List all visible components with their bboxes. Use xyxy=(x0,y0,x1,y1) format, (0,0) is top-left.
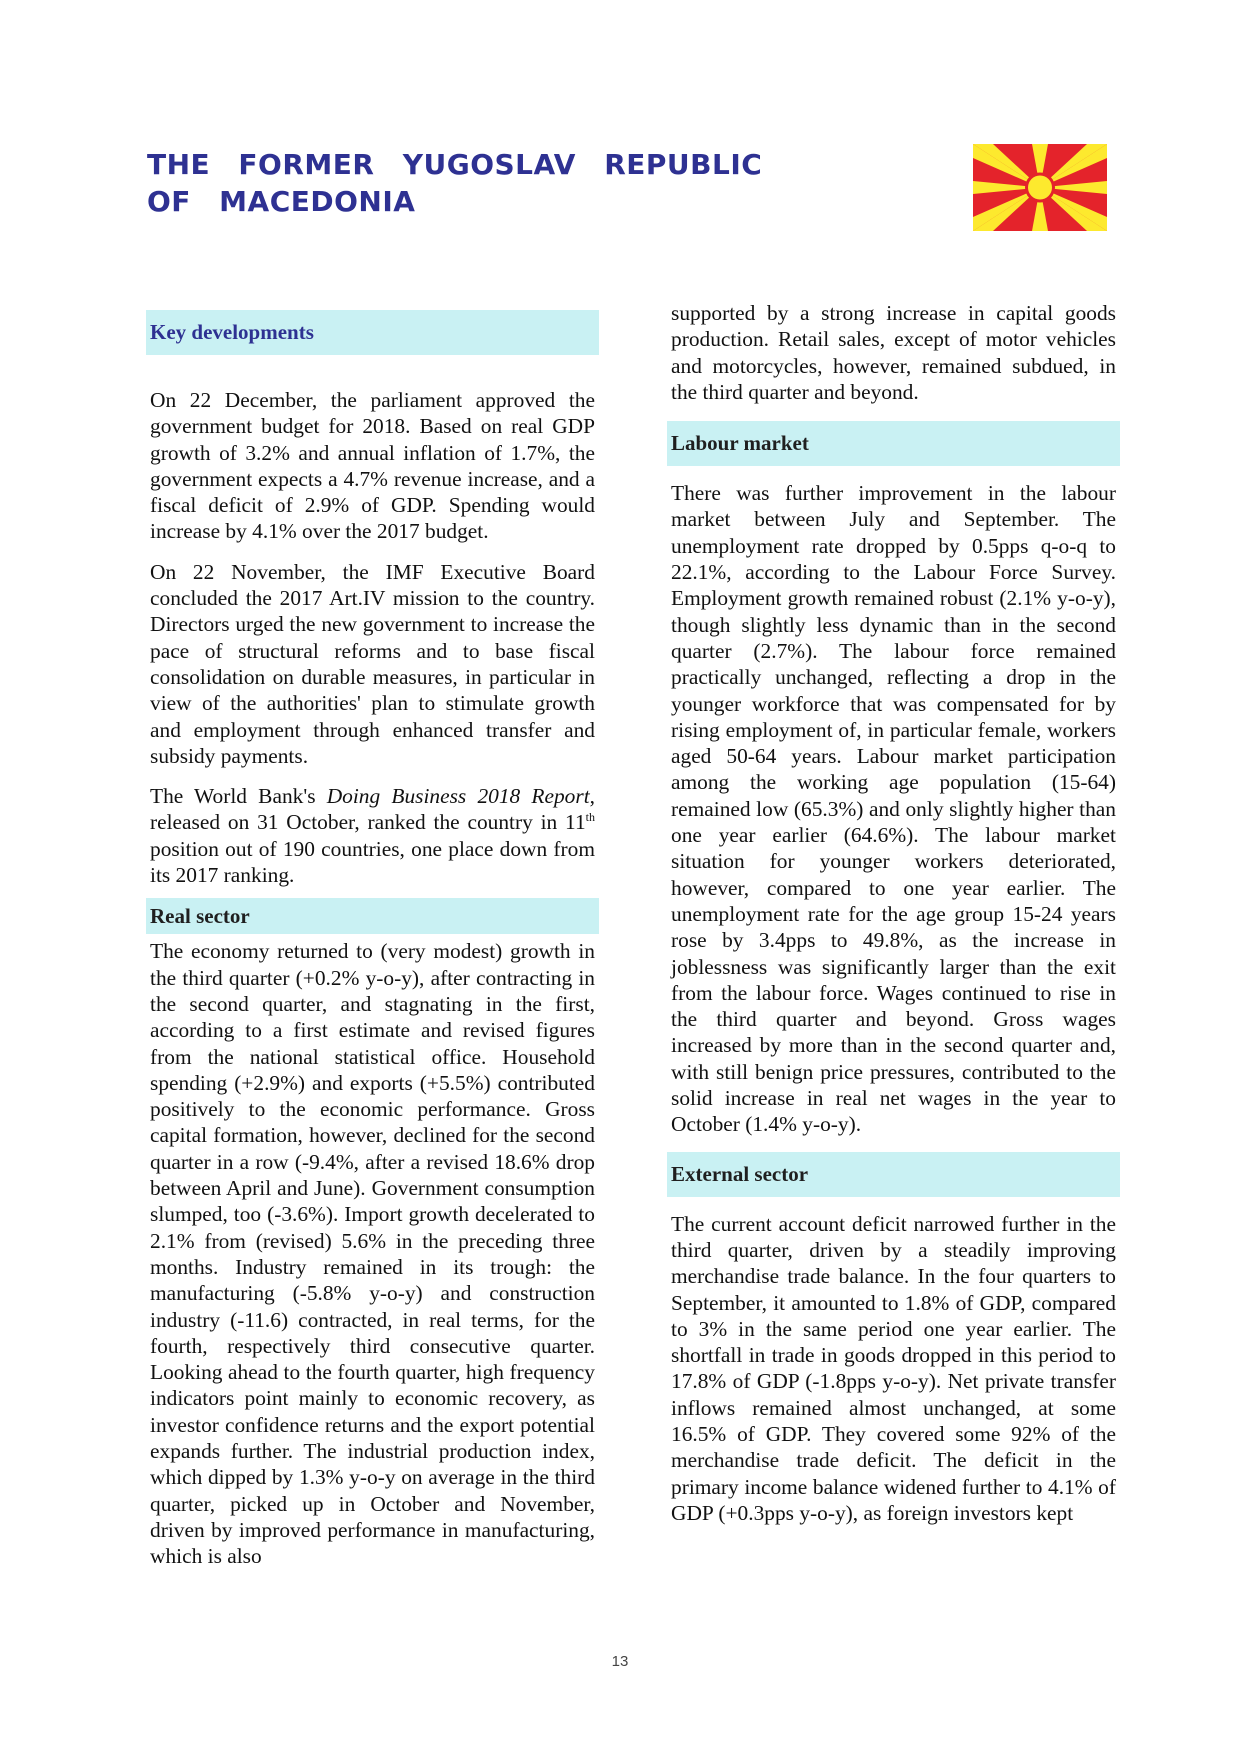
key-developments-paragraph-1: On 22 December, the parliament approved the government budget for 2018. Based on real GDP growth of 3.2% and annual inflation of 1.7%, the government expects a 4.7% revenue increase, and a fiscal deficit of 2.9% of GDP. Spending would increase by 4.1% over the 2017 budget. xyxy=(150,388,595,544)
page-number: 13 xyxy=(611,1653,629,1670)
flag-sun-disc xyxy=(1028,176,1052,200)
title-line-2: OF MACEDONIA xyxy=(147,185,416,218)
external-sector-paragraph: The current account deficit narrowed further in the third quarter, driven by a steadily improving merchandise trade balance. In the four quarters to September, it amounted to 1.8% of GDP, compared to 3% in the same period one year earlier. The shortfall in trade in goods dropped in this period to 17.8% of GDP (-1.8pps y-o-y). Net private transfer inflows remained almost unchanged, at some 16.5% of GDP. They covered some 92% of the merchandise trade deficit. The deficit in the primary income balance widened further to 4.1% of GDP (+0.3pps y-o-y), as foreign investors kept xyxy=(671,1211,1116,1525)
p3-text-b: , released on 31 October, ranked the country in 11 xyxy=(150,784,595,835)
page-title xyxy=(147,146,787,220)
key-developments-paragraph-2: On 22 November, the IMF Executive Board concluded the 2017 Art.IV mission to the country. Directors urged the new government to increase the pace of structural reforms and to base fiscal consolidation on durable measures, in particular in view of the authorities' plan to stimulate growth and employment through enhanced transfer and subsidy payments. xyxy=(150,559,595,768)
title-line-1: THE FORMER YUGOSLAV REPUBLIC xyxy=(147,148,763,181)
p3-text-a: The World Bank's xyxy=(150,784,327,809)
real-sector-paragraph-2: supported by a strong increase in capital goods production. Retail sales, except of motor vehicles and motorcycles, however, remained subdued, in the third quarter and beyond. xyxy=(671,301,1116,404)
p3-text-c: position out of 190 countries, one place down from its 2017 ranking. xyxy=(150,836,595,888)
report-title: Doing Business 2018 Report xyxy=(326,784,590,809)
external-sector-heading: External sector xyxy=(667,1152,1120,1197)
key-developments-paragraph-3 xyxy=(146,783,599,888)
p3-superscript: th xyxy=(585,810,595,825)
right-column xyxy=(667,301,1120,1526)
labour-market-paragraph: There was further improvement in the labour market between July and September. The unemployment rate dropped by 0.5pps q-o-q to 22.1%, according to the Labour Force Survey. Employment growth remained robust (2.1% y-o-y), though slightly less dynamic than in the second quarter (2.7%). The labour force remained practically unchanged, reflecting a drop in the younger workforce that was compensated for by rising employment of, in particular female, workers aged 50-64 years. Labour market participation among the working age population (15-64) remained low (65.3%) and only slightly higher than one year earlier (64.6%). The labour market situation for younger workers deteriorated, however, compared to one year earlier. The unemployment rate for the age group 15-24 years rose by 3.4pps to 49.8%, as the increase in joblessness was significantly larger than the exit from the labour force. Wages continued to rise in the third quarter and beyond. Gross wages increased by more than in the second quarter and, with still benign price pressures, contributed to the solid increase in real net wages in the year to October (1.4% y-o-y). xyxy=(671,481,1116,1137)
real-sector-heading: Real sector xyxy=(146,898,599,934)
real-sector-paragraph-1: The economy returned to (very modest) growth in the third quarter (+0.2% y-o-y), after contracting in the second quarter, and stagnating in the first, according to a first estimate and revised figures from the national statistical office. Household spending (+2.9%) and exports (+5.5%) contributed positively to the economic performance. Gross capital formation, however, declined for the second quarter in a row (-9.4%, after a revised 18.6% drop between April and June). Government consumption slumped, too (-3.6%). Import growth decelerated to 2.1% from (revised) 5.6% in the preceding three months. Industry remained in its trough: the manufacturing (-5.8% y-o-y) and construction industry (-11.6) contracted, in real terms, for the fourth, respectively third consecutive quarter. Looking ahead to the fourth quarter, high frequency indicators point mainly to economic recovery, as investor confidence returns and the export potential expands further. The industrial production index, which dipped by 1.3% y-o-y on average in the third quarter, picked up in October and November, driven by improved performance in manufacturing, which is also xyxy=(150,939,595,1569)
left-column xyxy=(146,310,599,1569)
key-developments-heading: Key developments xyxy=(146,310,599,355)
macedonia-flag xyxy=(973,144,1107,231)
labour-market-heading: Labour market xyxy=(667,421,1120,466)
